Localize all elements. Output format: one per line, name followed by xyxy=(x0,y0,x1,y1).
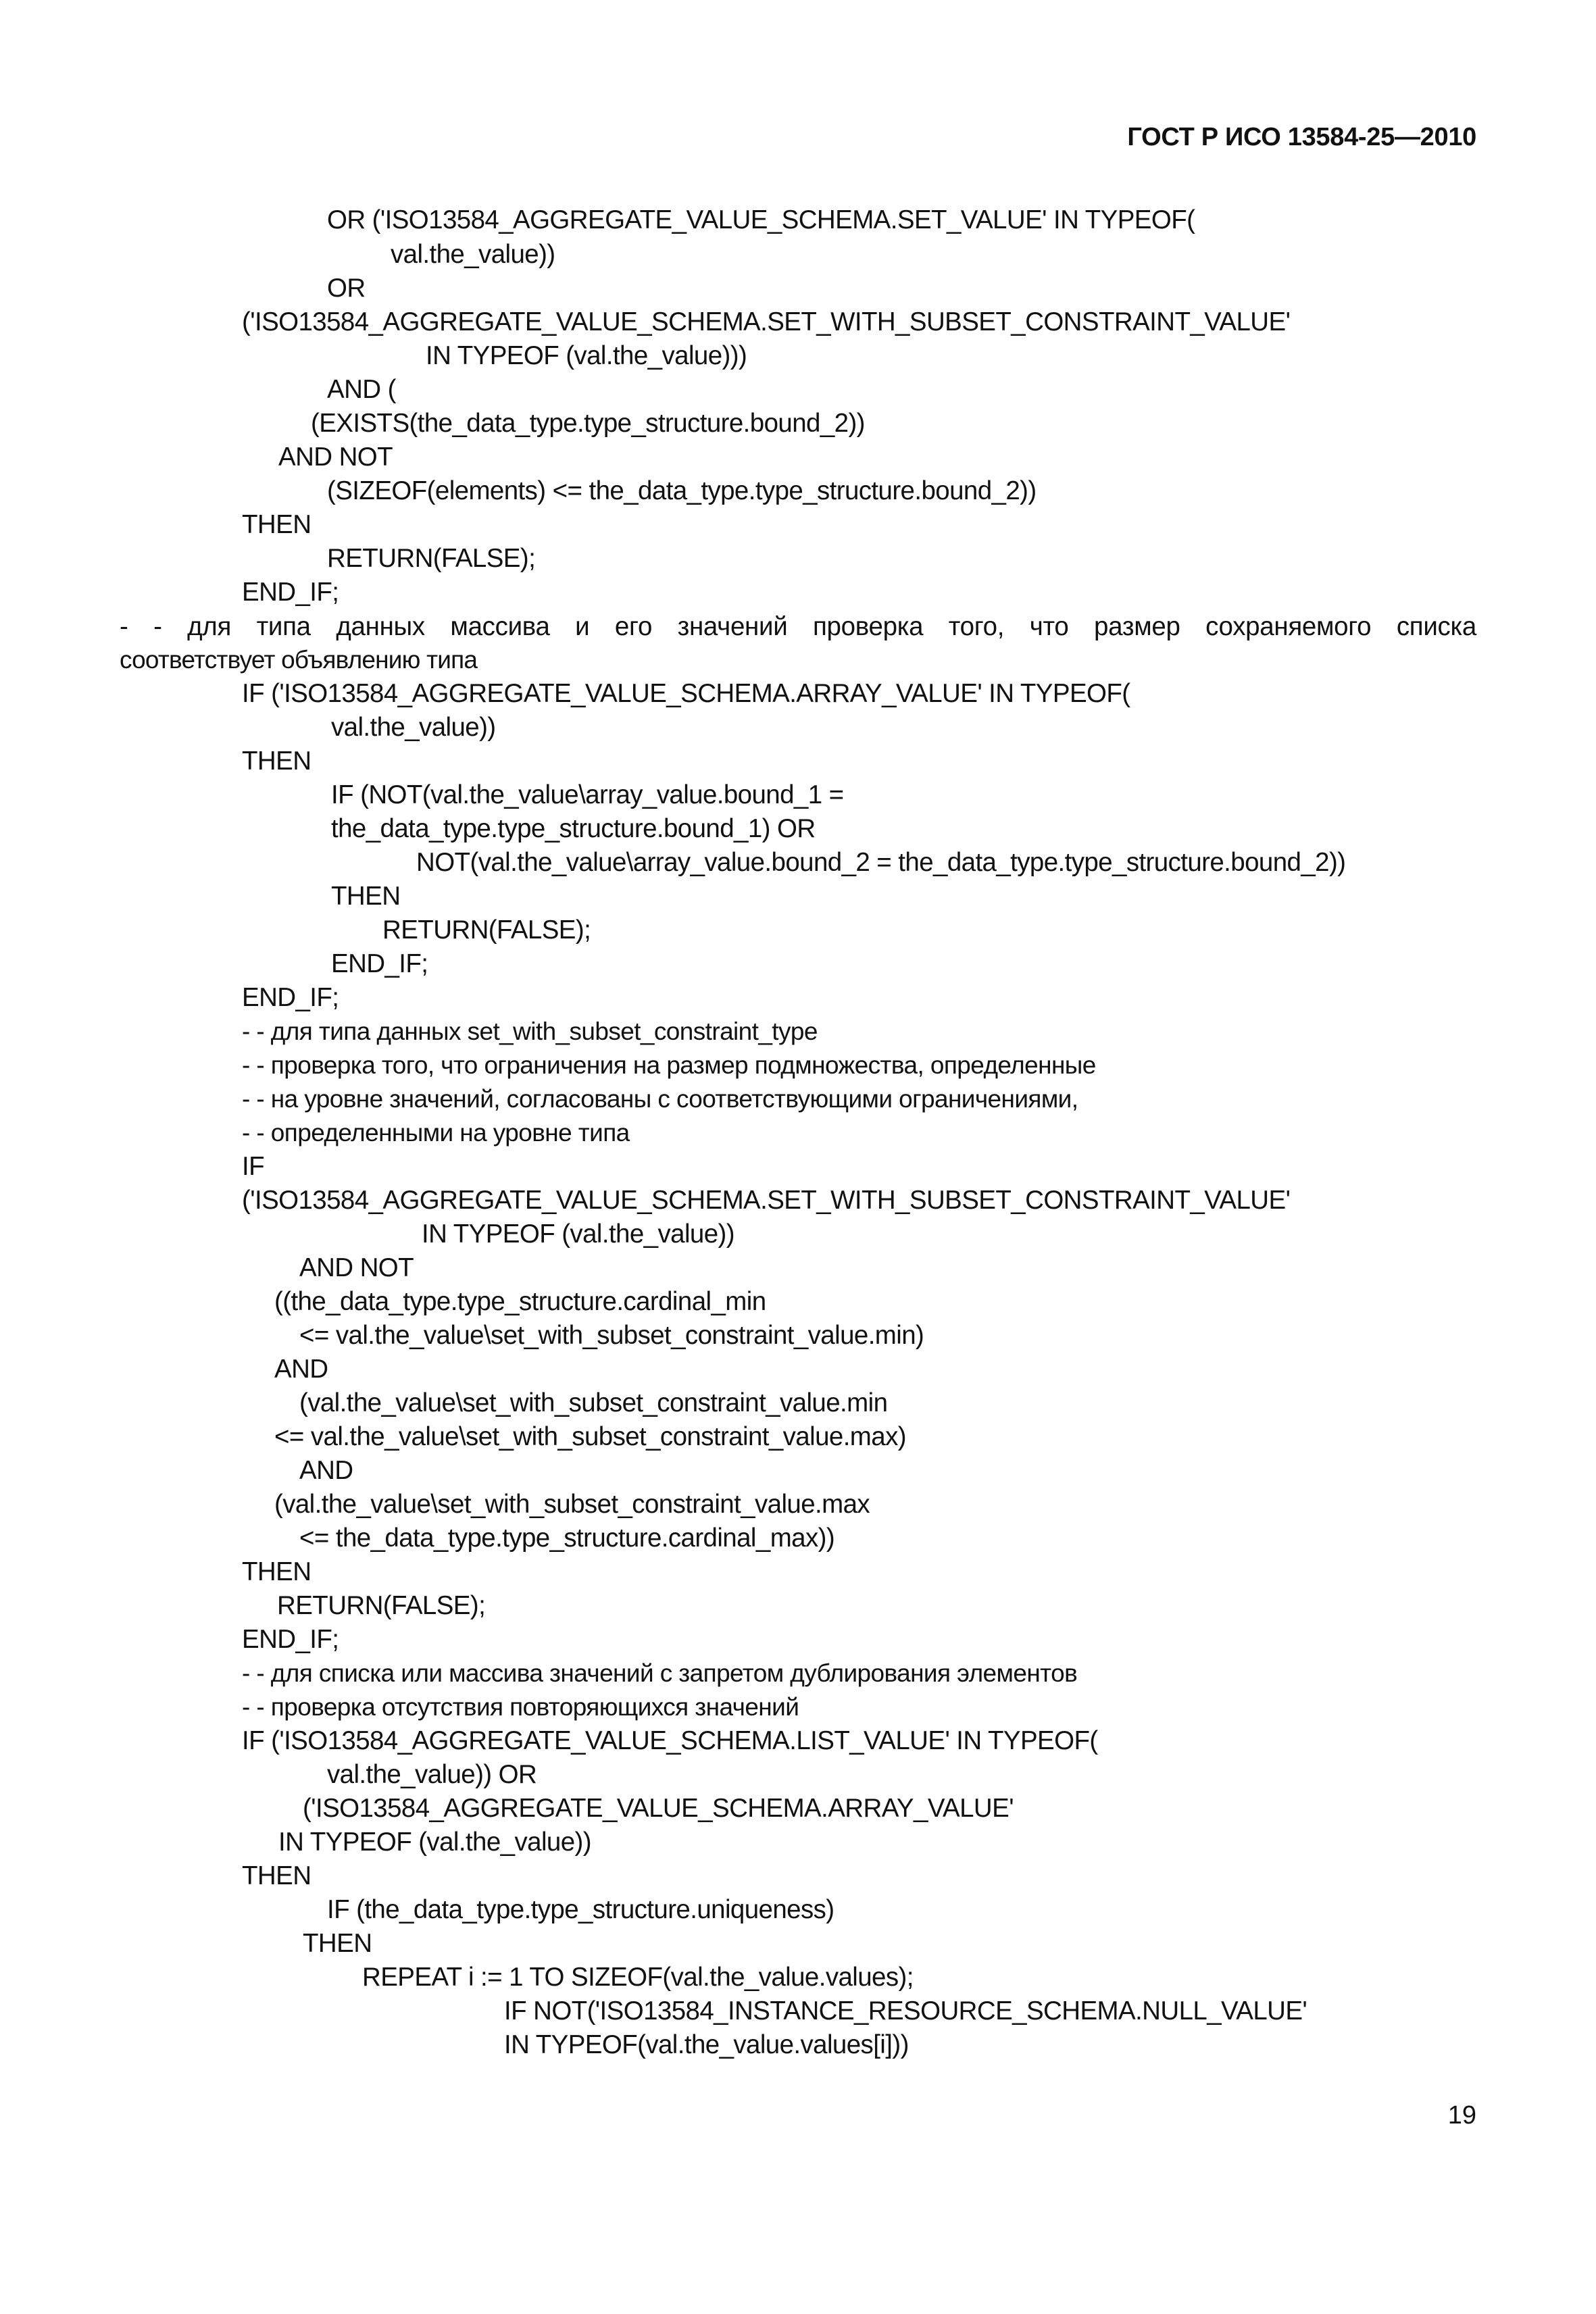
code-line: ((the_data_type.type_structure.cardinal_min xyxy=(274,1287,766,1316)
code-line: IN TYPEOF (val.the_value)) xyxy=(422,1219,734,1249)
code-line: RETURN(FALSE); xyxy=(382,915,591,945)
code-comment-line: - - проверка отсутствия повторяющихся значений xyxy=(242,1693,799,1721)
code-comment-line: - - определенными на уровне типа xyxy=(242,1119,630,1147)
code-line: IF xyxy=(242,1152,265,1181)
code-line: IN TYPEOF(val.the_value.values[i])) xyxy=(504,2030,909,2059)
code-comment-line: - - на уровне значений, согласованы с соответствующими ограничениями, xyxy=(242,1085,1078,1113)
code-line: OR ('ISO13584_AGGREGATE_VALUE_SCHEMA.SET_VALUE' IN TYPEOF( xyxy=(327,205,1195,234)
code-line: <= val.the_value\set_with_subset_constraint_value.min) xyxy=(299,1321,924,1350)
code-line: THEN xyxy=(242,510,311,539)
code-line: NOT(val.the_value\array_value.bound_2 = the_data_type.type_structure.bound_2)) xyxy=(416,848,1346,877)
code-line: THEN xyxy=(242,747,311,776)
code-line: ('ISO13584_AGGREGATE_VALUE_SCHEMA.SET_WITH_SUBSET_CONSTRAINT_VALUE' xyxy=(242,1186,1291,1215)
code-line: AND NOT xyxy=(299,1253,414,1282)
code-line: AND NOT xyxy=(278,443,393,472)
code-line: AND xyxy=(274,1355,328,1384)
code-line: <= val.the_value\set_with_subset_constraint_value.max) xyxy=(274,1422,906,1451)
code-line: ('ISO13584_AGGREGATE_VALUE_SCHEMA.ARRAY_VALUE' xyxy=(303,1794,1014,1823)
code-line: IF (NOT(val.the_value\array_value.bound_1 = xyxy=(331,780,844,809)
code-line: val.the_value)) xyxy=(331,713,496,742)
code-line: ('ISO13584_AGGREGATE_VALUE_SCHEMA.SET_WITH_SUBSET_CONSTRAINT_VALUE' xyxy=(242,307,1291,336)
code-line: END_IF; xyxy=(331,949,428,978)
code-line: val.the_value)) xyxy=(391,240,555,269)
code-line: IN TYPEOF (val.the_value))) xyxy=(426,341,747,370)
code-line: REPEAT i := 1 TO SIZEOF(val.the_value.values); xyxy=(362,1963,914,1992)
code-line: END_IF; xyxy=(242,578,339,607)
code-line: THEN xyxy=(242,1861,311,1890)
code-comment-line: - - для типа данных set_with_subset_constraint_type xyxy=(242,1017,818,1045)
code-line: IF NOT('ISO13584_INSTANCE_RESOURCE_SCHEMA.NULL_VALUE' xyxy=(504,1996,1307,2026)
code-comment-line: соответствует объявлению типа xyxy=(120,646,478,674)
code-line: THEN xyxy=(303,1929,372,1958)
code-line: RETURN(FALSE); xyxy=(277,1591,486,1620)
code-line: AND xyxy=(299,1456,353,1485)
code-line: END_IF; xyxy=(242,983,339,1012)
code-line: THEN xyxy=(331,882,401,911)
code-line: (val.the_value\set_with_subset_constraint_value.min xyxy=(299,1388,888,1417)
code-line: RETURN(FALSE); xyxy=(327,544,536,573)
code-line: IF ('ISO13584_AGGREGATE_VALUE_SCHEMA.ARRAY_VALUE' IN TYPEOF( xyxy=(242,679,1130,708)
code-line: (val.the_value\set_with_subset_constraint_value.max xyxy=(274,1490,870,1519)
code-line: OR xyxy=(327,274,366,303)
code-line: IF (the_data_type.type_structure.uniqueness) xyxy=(327,1895,834,1924)
code-line: IF ('ISO13584_AGGREGATE_VALUE_SCHEMA.LIST_VALUE' IN TYPEOF( xyxy=(242,1726,1098,1755)
code-line: THEN xyxy=(242,1557,311,1586)
code-line: (SIZEOF(elements) <= the_data_type.type_structure.bound_2)) xyxy=(327,476,1037,505)
code-line: the_data_type.type_structure.bound_1) OR xyxy=(331,814,816,843)
document-header: ГОСТ Р ИСО 13584-25—2010 xyxy=(1127,123,1476,151)
code-line: (EXISTS(the_data_type.type_structure.bound_2)) xyxy=(311,409,865,438)
code-comment-line: - - для списка или массива значений с запретом дублирования элементов xyxy=(242,1659,1078,1687)
page-number: 19 xyxy=(1447,2101,1476,2130)
code-line: <= the_data_type.type_structure.cardinal_max)) xyxy=(299,1524,835,1553)
code-line: IN TYPEOF (val.the_value)) xyxy=(278,1828,591,1857)
code-comment-line: - - проверка того, что ограничения на размер подмножества, определенные xyxy=(242,1051,1096,1079)
code-line: END_IF; xyxy=(242,1625,339,1654)
code-line: val.the_value)) OR xyxy=(327,1760,537,1789)
code-line: AND ( xyxy=(327,375,396,404)
code-comment-line: - - для типа данных массива и его значений проверка того, что размер сохраняемого списка xyxy=(120,612,1476,641)
